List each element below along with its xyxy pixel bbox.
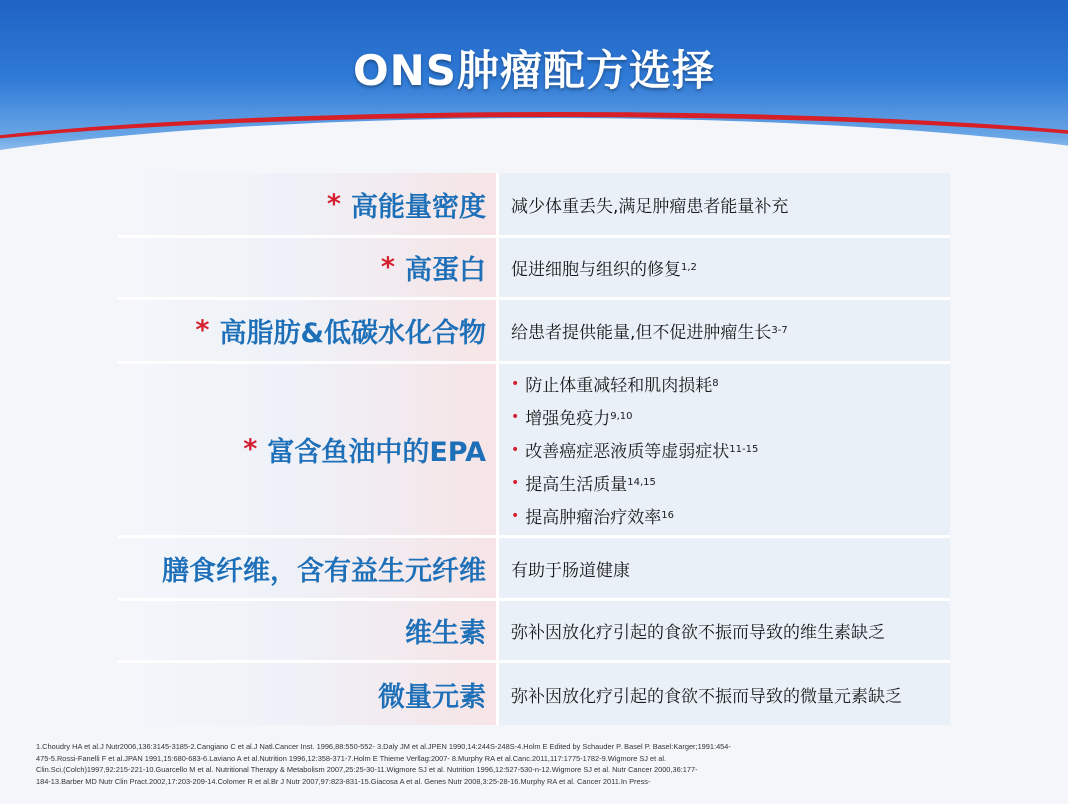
star-marker: * — [243, 434, 258, 465]
row-label-cell — [118, 300, 496, 361]
list-item — [511, 466, 656, 499]
row-label: 维生素 — [405, 618, 486, 649]
row-label-cell — [118, 663, 496, 725]
reference-line: 475-5.Rossi-Fanelli F et al.JPAN 1991,15:680-683-6.Laviano A et al.Nutrition 1996,12:358-371-7.Holm E Thieme Verllag:2007- 8.Murphy RA et al.Canc.2011,117:1775-1782-9.Wigmore SJ et al. — [36, 753, 667, 763]
table-row — [118, 538, 950, 601]
formula-table — [118, 173, 950, 725]
table-row — [118, 364, 950, 538]
row-description-cell — [496, 538, 950, 598]
row-label-cell — [118, 364, 496, 535]
bullet-text: 防止体重减轻和肌肉损耗 — [525, 376, 713, 396]
reference-superscript: 16 — [661, 510, 674, 521]
row-description: 有助于肠道健康 — [511, 560, 630, 581]
row-description-cell — [496, 173, 950, 235]
row-description: 减少体重丢失,满足肿瘤患者能量补充 — [511, 196, 789, 217]
list-item — [511, 433, 758, 466]
table-row — [118, 663, 950, 725]
reference-superscript: 14,15 — [627, 477, 656, 488]
reference-superscript: 11-15 — [729, 444, 759, 455]
bullet-text: 提高肿瘤治疗效率 — [525, 508, 662, 528]
bullet-dot-icon: • — [511, 408, 520, 425]
row-bullet-list — [496, 364, 950, 535]
reference-superscript: 1,2 — [681, 262, 697, 273]
table-row — [118, 300, 950, 364]
row-label-cell — [118, 601, 496, 660]
row-description-cell — [496, 300, 950, 361]
row-description: 弥补因放化疗引起的食欲不振而导致的微量元素缺乏 — [511, 686, 902, 707]
table-row — [118, 601, 950, 663]
table-row — [118, 238, 950, 300]
star-marker: * — [326, 188, 341, 220]
reference-line: 184-13.Barber MD Nutr Clin Pract.2002,17:203-209-14.Colomer R et al.Br J Nutr 2007,97:823-831-15.Giacosa A et al. Genes Nutr 2008,3:25-28-16.Murphy RA et al. Cancer 2011.In Press- — [36, 776, 651, 786]
reference-superscript: 9,10 — [610, 411, 633, 422]
row-label: 微量元素 — [378, 681, 486, 713]
row-description: 促进细胞与组织的修复 — [511, 260, 681, 280]
row-description: 给患者提供能量,但不促进肿瘤生长 — [511, 323, 772, 343]
bullet-dot-icon: • — [511, 375, 520, 392]
row-description-cell — [496, 663, 950, 725]
reference-line: Clin.Sci.(Colch)1997,92:215-221-10.Guarcello M et al. Nutritional Therapy & Metabolism 2007,25:25-30-11.Wigmore SJ et al. Nutrition 1996,12:527-530-n-12.Wigmore SJ et al. Nutr Cancer 2000,36:177- — [36, 765, 698, 774]
page-title: ONS肿瘤配方选择 — [352, 46, 716, 95]
row-label-cell — [118, 538, 496, 598]
row-label: 高蛋白 — [405, 255, 486, 286]
row-label: 富含鱼油中的EPA — [267, 437, 486, 468]
list-item — [511, 499, 674, 532]
reference-line: 1.Choudry HA et al.J Nutr2006,136:3145-3185-2.Cangiano C et al.J Natl.Cancer Inst. 1996,88:550-552- 3.Daly JM et al.JPEN 1990,14:244S-248S-4.Holm E Edited by Schauder P. Basel P. Basel:Karger;1991:454- — [36, 742, 731, 751]
bullet-dot-icon: • — [511, 474, 520, 491]
bullet-text: 改善癌症恶液质等虚弱症状 — [525, 442, 730, 462]
reference-superscript: 3-7 — [771, 325, 788, 336]
list-item — [511, 400, 633, 433]
reference-superscript: 8 — [712, 378, 719, 389]
row-label: 膳食纤维，含有益生元纤维 — [162, 555, 486, 587]
row-description-cell — [496, 601, 950, 660]
list-item — [511, 367, 719, 400]
table-row — [118, 173, 950, 238]
star-marker: * — [380, 252, 395, 283]
row-description: 弥补因放化疗引起的食欲不振而导致的维生素缺乏 — [511, 623, 885, 643]
header-banner — [0, 0, 1068, 175]
bullet-text: 增强免疫力 — [525, 409, 611, 429]
row-description-cell — [496, 238, 950, 297]
bullet-dot-icon: • — [511, 441, 520, 458]
row-label-cell — [118, 173, 496, 235]
row-label-cell — [118, 238, 496, 297]
references-footnote — [36, 741, 1036, 787]
row-label: 高能量密度 — [351, 191, 486, 223]
row-label: 高脂肪&低碳水化合物 — [219, 318, 486, 349]
bullet-dot-icon: • — [511, 507, 520, 524]
header-red-swoosh — [0, 112, 1068, 175]
star-marker: * — [195, 315, 210, 346]
bullet-text: 提高生活质量 — [525, 475, 628, 495]
